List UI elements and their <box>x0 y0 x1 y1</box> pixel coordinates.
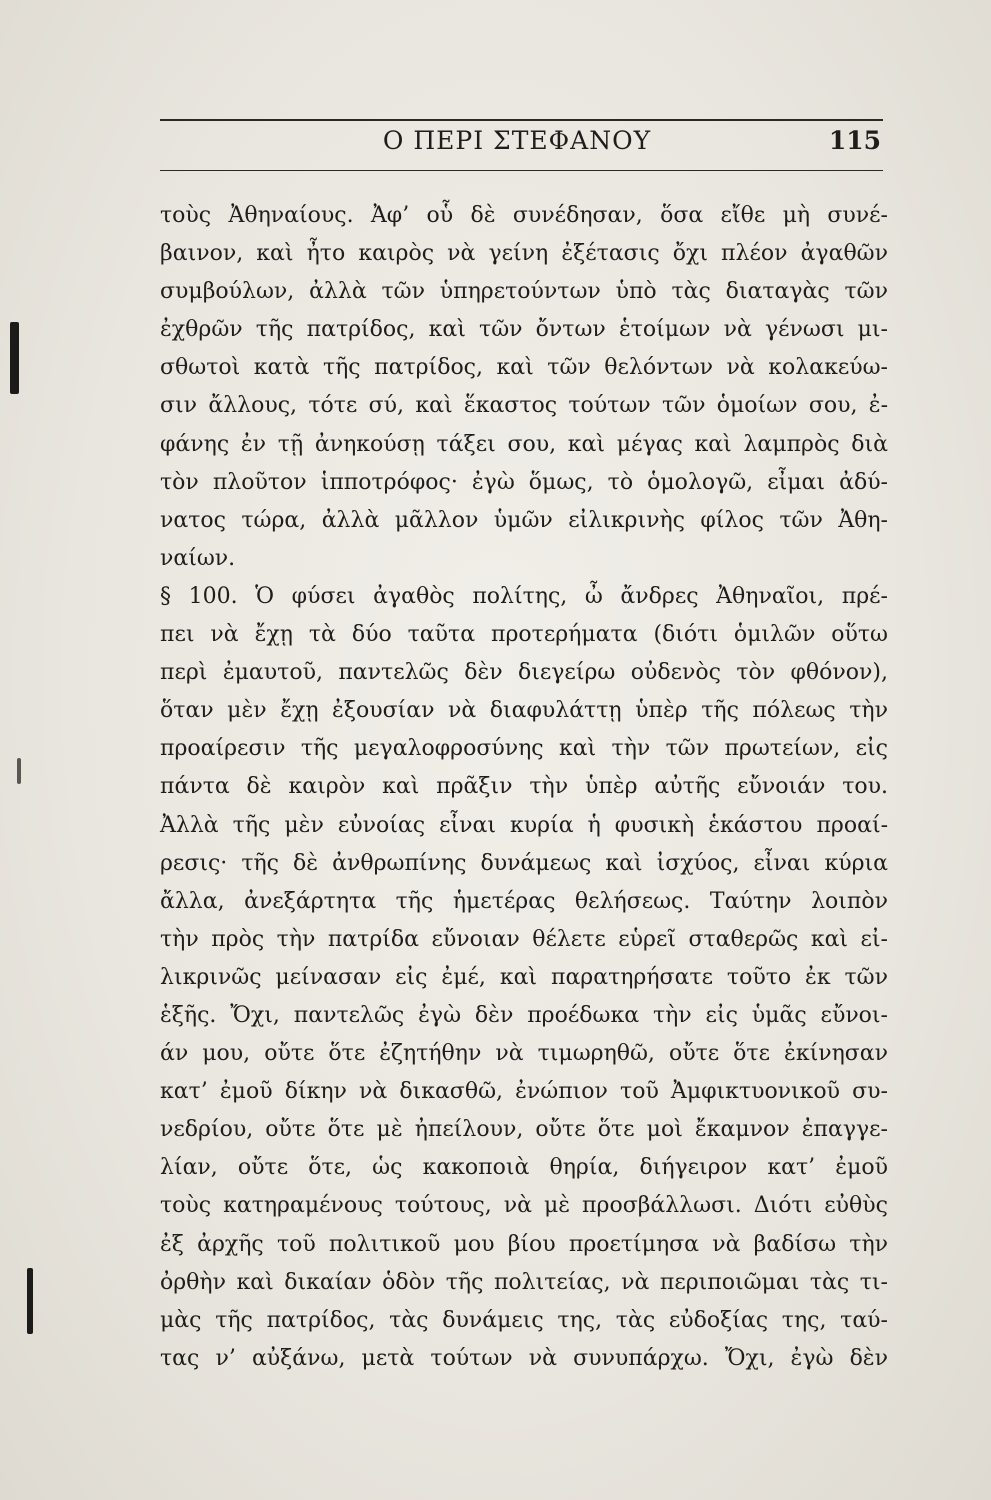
text-line: τοὺς κατηραμένους τούτους, νὰ μὲ προσβάλλωσι. Διότι εὐθὺς <box>160 1193 888 1219</box>
page-number: 115 <box>828 126 881 155</box>
text-line: ἑξῆς. Ὄχι, παντελῶς ἐγὼ δὲν προέδωκα τὴν εἰς ὑμᾶς εὔνοι- <box>160 1002 888 1028</box>
text-line: ἐχθρῶν τῆς πατρίδος, καὶ τῶν ὄντων ἑτοίμων νὰ γένωσι μι- <box>160 317 888 343</box>
text-line: Ἀλλὰ τῆς μὲν εὐνοίας εἶναι κυρία ἡ φυσικὴ ἑκάστου προαί- <box>160 812 888 838</box>
body-text <box>160 197 888 1378</box>
text-line: νατος τώρα, ἀλλὰ μᾶλλον ὑμῶν εἰλικρινὴς φίλος τῶν Ἀθη- <box>160 507 888 533</box>
text-line: τὴν πρὸς τὴν πατρίδα εὔνοιαν θέλετε εὑρεῖ σταθερῶς καὶ εἰ- <box>160 926 888 952</box>
margin-ink-mark <box>17 758 21 784</box>
header-bottom-rule <box>160 170 883 171</box>
text-line: περὶ ἐμαυτοῦ, παντελῶς δὲν διεγείρω οὐδενὸς τὸν φθόνον), <box>160 660 888 686</box>
text-line: πει νὰ ἔχῃ τὰ δύο ταῦτα προτερήματα (διότι ὁμιλῶν οὕτω <box>160 622 888 648</box>
text-line: σιν ἄλλους, τότε σύ, καὶ ἕκαστος τούτων τῶν ὁμοίων σου, ἐ- <box>160 393 888 419</box>
text-line: ρεσις· τῆς δὲ ἀνθρωπίνης δυνάμεως καὶ ἰσχύος, εἶναι κύρια <box>160 850 888 876</box>
text-line: φάνης ἐν τῇ ἀνηκούσῃ τάξει σου, καὶ μέγας καὶ λαμπρὸς διὰ <box>160 431 888 457</box>
text-line: σθωτοὶ κατὰ τῆς πατρίδος, καὶ τῶν θελόντων νὰ κολακεύω- <box>160 355 888 381</box>
text-line: ὅταν μὲν ἔχῃ ἐξουσίαν νὰ διαφυλάττῃ ὑπὲρ τῆς πόλεως τὴν <box>160 698 888 724</box>
text-line: ἐξ ἀρχῆς τοῦ πολιτικοῦ μου βίου προετίμησα νὰ βαδίσω τὴν <box>160 1231 888 1257</box>
text-line: βαινον, καὶ ἦτο καιρὸς νὰ γείνη ἐξέτασις ὄχι πλέον ἀγαθῶν <box>160 241 888 267</box>
text-line: προαίρεσιν τῆς μεγαλοφροσύνης καὶ τὴν τῶν πρωτείων, εἰς <box>160 736 888 762</box>
text-line: κατ’ ἐμοῦ δίκην νὰ δικασθῶ, ἐνώπιον τοῦ Ἀμφικτυονικοῦ συ- <box>160 1079 888 1105</box>
text-line: τας ν’ αὐξάνω, μετὰ τούτων νὰ συνυπάρχω. Ὄχι, ἐγὼ δὲν <box>160 1345 888 1371</box>
header-top-rule <box>160 119 883 121</box>
text-line: πάντα δὲ καιρὸν καὶ πρᾶξιν τὴν ὑπὲρ αὐτῆς εὔνοιάν του. <box>160 774 888 800</box>
text-line: ὀρθὴν καὶ δικαίαν ὁδὸν τῆς πολιτείας, νὰ περιποιῶμαι τὰς τι- <box>160 1269 888 1295</box>
text-line: άν μου, οὔτε ὅτε ἐζητήθην νὰ τιμωρηθῶ, οὔτε ὅτε ἐκίνησαν <box>160 1041 888 1067</box>
text-line: λίαν, οὔτε ὅτε, ὡς κακοποιὰ θηρία, διήγειρον κατ’ ἐμοῦ <box>160 1155 888 1181</box>
text-line: τὸν πλοῦτον ἱπποτρόφος· ἐγὼ ὅμως, τὸ ὁμολογῶ, εἶμαι ἀδύ- <box>160 469 888 495</box>
text-line: ναίων. <box>160 545 236 571</box>
text-line: μὰς τῆς πατρίδος, τὰς δυνάμεις της, τὰς εὐδοξίας της, ταύ- <box>160 1307 888 1333</box>
text-line: λικρινῶς μείνασαν εἰς ἐμέ, καὶ παρατηρήσατε τοῦτο ἐκ τῶν <box>160 964 888 990</box>
running-title: Ο ΠΕΡΙ ΣΤΕΦΑΝΟΥ <box>382 126 652 155</box>
text-line: νεδρίου, οὔτε ὅτε μὲ ἠπείλουν, οὔτε ὅτε μοὶ ἔκαμνον ἐπαγγε- <box>160 1117 888 1143</box>
margin-ink-mark <box>27 1268 33 1334</box>
text-line: § 100. Ὁ φύσει ἀγαθὸς πολίτης, ὦ ἄνδρες Ἀθηναῖοι, πρέ- <box>160 583 888 609</box>
text-line: ἄλλα, ἀνεξάρτητα τῆς ἡμετέρας θελήσεως. Ταύτην λοιπὸν <box>160 888 888 914</box>
text-line: συμβούλων, ἀλλὰ τῶν ὑπηρετούντων ὑπὸ τὰς διαταγὰς τῶν <box>160 279 888 305</box>
text-line: τοὺς Ἀθηναίους. Ἀφ’ οὗ δὲ συνέδησαν, ὅσα εἴθε μὴ συνέ- <box>160 203 888 228</box>
running-header <box>160 126 883 166</box>
margin-ink-mark <box>10 322 19 394</box>
